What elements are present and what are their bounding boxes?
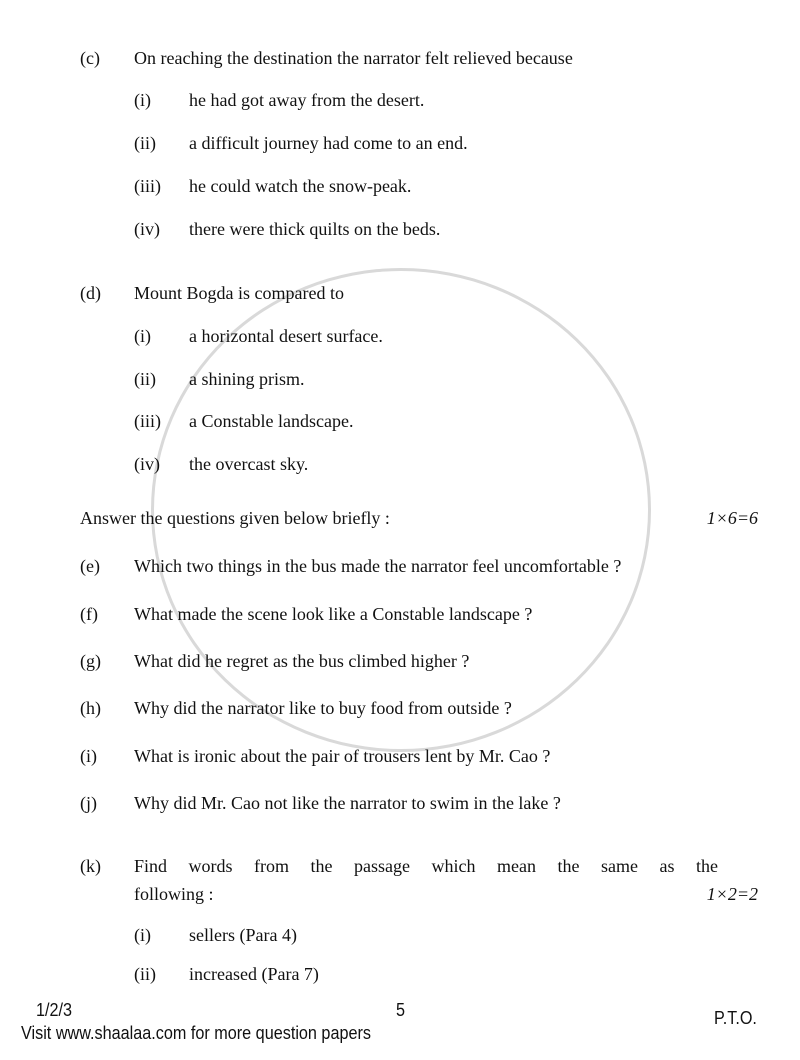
question-label: (j) (80, 793, 97, 813)
option-text: a difficult journey had come to an end. (189, 133, 468, 153)
option-text: the overcast sky. (189, 454, 309, 474)
question-label: (f) (80, 604, 98, 624)
section-marks: 1×6=6 (706, 508, 758, 528)
question-text: Why did the narrator like to buy food from outside ? (134, 698, 512, 718)
option-text: he had got away from the desert. (189, 90, 425, 110)
option-label: (i) (134, 925, 151, 945)
option-label: (iv) (134, 454, 160, 474)
option-text: sellers (Para 4) (189, 925, 297, 945)
question-text: What made the scene look like a Constable landscape ? (134, 604, 533, 624)
footer-page-number: 5 (396, 1000, 406, 1020)
option-text: a horizontal desert surface. (189, 326, 383, 346)
question-marks: 1×2=2 (706, 884, 758, 904)
question-text: Mount Bogda is compared to (134, 283, 344, 303)
option-label: (ii) (134, 964, 156, 984)
question-label: (i) (80, 746, 97, 766)
option-label: (iii) (134, 176, 161, 196)
option-text: a shining prism. (189, 369, 305, 389)
footer-pto: P.T.O. (714, 1008, 757, 1028)
option-label: (ii) (134, 133, 156, 153)
option-label: (iii) (134, 411, 161, 431)
question-text: What is ironic about the pair of trousers lent by Mr. Cao ? (134, 746, 551, 766)
option-text: a Constable landscape. (189, 411, 354, 431)
question-label: (g) (80, 651, 101, 671)
option-label: (iv) (134, 219, 160, 239)
option-text: he could watch the snow-peak. (189, 176, 412, 196)
question-text: What did he regret as the bus climbed higher ? (134, 651, 470, 671)
question-label: (h) (80, 698, 101, 718)
question-text-continued: following : (134, 884, 214, 904)
question-label: (k) (80, 856, 101, 876)
question-text: Why did Mr. Cao not like the narrator to swim in the lake ? (134, 793, 561, 813)
option-label: (i) (134, 90, 151, 110)
question-label: (c) (80, 48, 100, 68)
question-label: (d) (80, 283, 101, 303)
question-text: Find words from the passage which mean the same as the (134, 856, 718, 876)
question-text: On reaching the destination the narrator felt relieved because (134, 48, 573, 68)
section-instruction: Answer the questions given below briefly : (80, 508, 390, 528)
footer-code: 1/2/3 (36, 1000, 73, 1020)
option-label: (i) (134, 326, 151, 346)
question-text: Which two things in the bus made the narrator feel uncomfortable ? (134, 556, 622, 576)
option-text: there were thick quilts on the beds. (189, 219, 441, 239)
footer-visit-link[interactable]: Visit www.shaalaa.com for more question papers (21, 1023, 371, 1043)
option-text: increased (Para 7) (189, 964, 319, 984)
option-label: (ii) (134, 369, 156, 389)
question-label: (e) (80, 556, 100, 576)
